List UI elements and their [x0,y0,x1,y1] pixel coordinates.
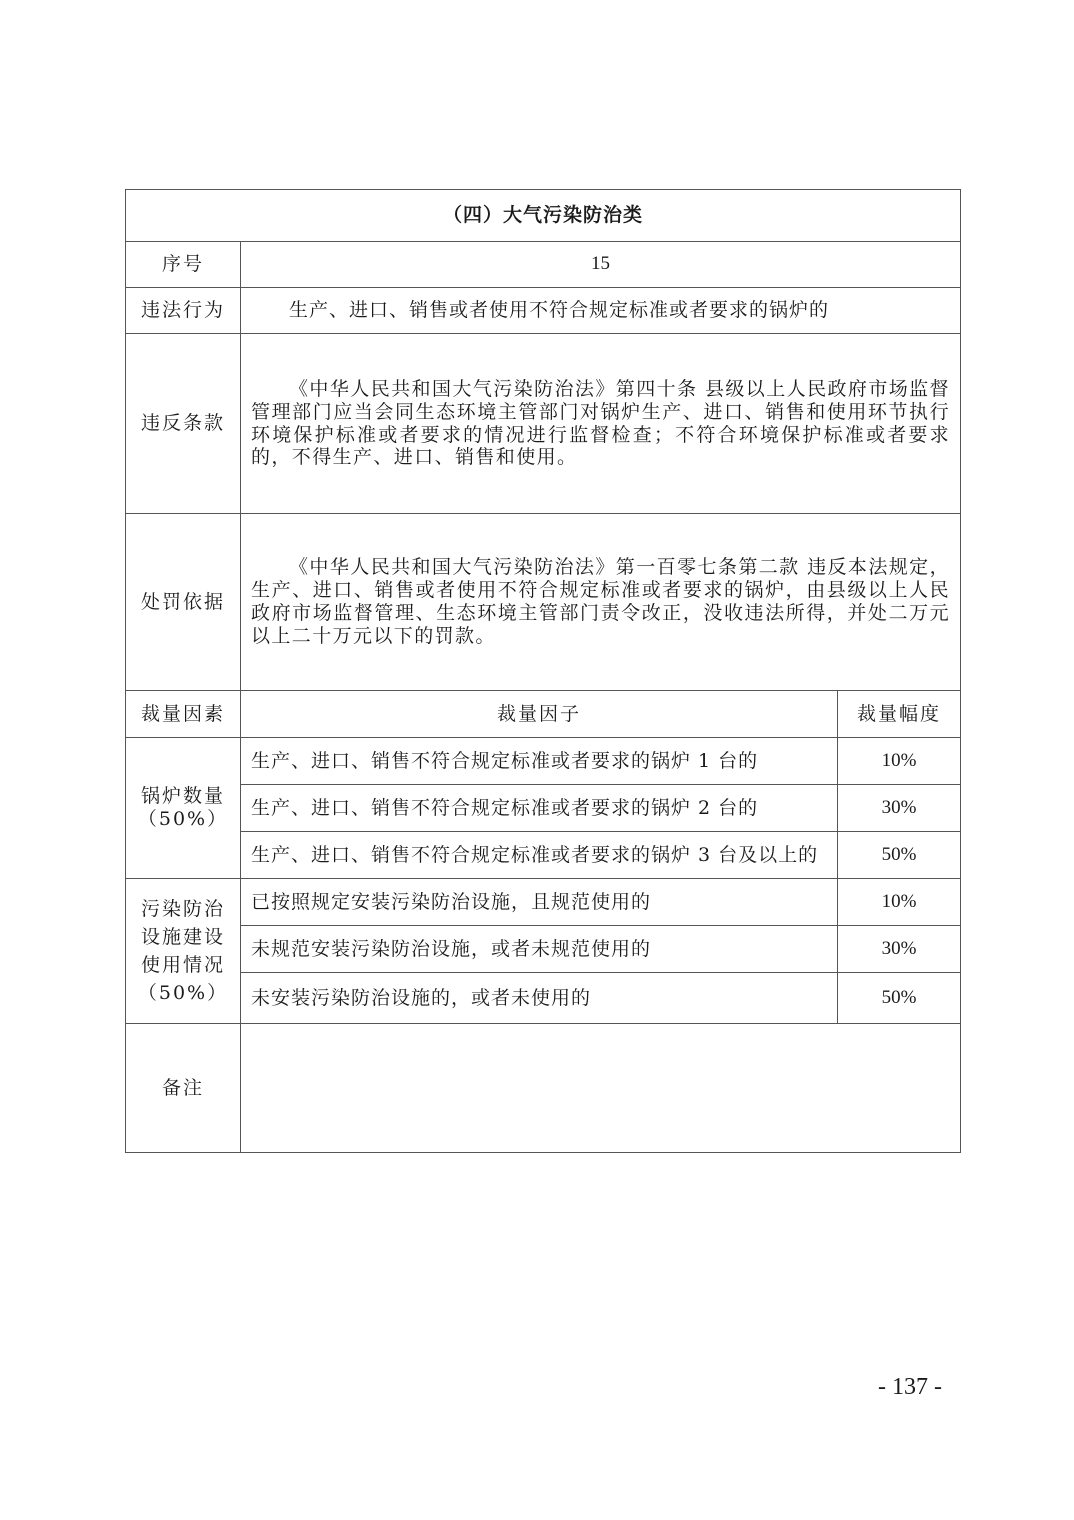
table-row [126,973,961,1024]
table-title: （四）大气污染防治类 [126,190,961,242]
factor-item: 生产、进口、销售不符合规定标准或者要求的锅炉 1 台的 [241,738,838,785]
violation-label: 违法行为 [126,288,241,334]
violated-clause-label: 违反条款 [126,334,241,514]
table-row [126,879,961,926]
factor-range: 30% [838,785,961,832]
factor-header: 裁量因素 [126,691,241,738]
factor-range: 30% [838,926,961,973]
remarks-value [241,1024,961,1153]
penalty-discretion-table [125,189,961,1153]
group-label-line: 锅炉数量 [140,785,225,808]
factor-item: 生产、进口、销售不符合规定标准或者要求的锅炉 2 台的 [241,785,838,832]
factor-item: 已按照规定安装污染防治设施，且规范使用的 [241,879,838,926]
factor-range: 10% [838,738,961,785]
factor-range: 50% [838,832,961,879]
factor-range: 10% [838,879,961,926]
table-row [126,926,961,973]
table-row [126,785,961,832]
item-header: 裁量因子 [241,691,838,738]
violated-clause-value: 《中华人民共和国大气污染防治法》第四十条 县级以上人民政府市场监督管理部门应当会同生态环境主管部门对锅炉生产、进口、销售和使用环节执行环境保护标准或者要求的情况进行监督检查；不符合环境保护标准或者要求的，不得生产、进口、销售和使用。 [241,334,961,514]
factor-range: 50% [838,973,961,1024]
violation-value: 生产、进口、销售或者使用不符合规定标准或者要求的锅炉的 [241,288,961,334]
group-label-boiler-count [126,738,241,879]
remarks-label: 备注 [126,1024,241,1153]
table-row [126,832,961,879]
factor-item: 未安装污染防治设施的，或者未使用的 [241,973,838,1024]
page-number: - 137 - [878,1374,942,1400]
penalty-basis-value: 《中华人民共和国大气污染防治法》第一百零七条第二款 违反本法规定，生产、进口、销售或者使用不符合规定标准或者要求的锅炉，由县级以上人民政府市场监督管理、生态环境主管部门责令改正，没收违法所得，并处二万元以上二十万元以下的罚款。 [241,514,961,691]
group-label-line: （50%） [137,808,229,830]
penalty-basis-label: 处罚依据 [126,514,241,691]
range-header: 裁量幅度 [838,691,961,738]
group-label-line: 使用情况 [140,954,225,976]
factor-item: 未规范安装污染防治设施，或者未规范使用的 [241,926,838,973]
table-row [126,738,961,785]
serial-label: 序号 [126,242,241,288]
serial-value: 15 [241,242,961,288]
group-label-line: 设施建设 [140,926,225,948]
factor-item: 生产、进口、销售不符合规定标准或者要求的锅炉 3 台及以上的 [241,832,838,879]
group-label-line: （50%） [137,982,229,1004]
group-label-line: 污染防治 [140,898,225,920]
group-label-facilities [126,879,241,1024]
